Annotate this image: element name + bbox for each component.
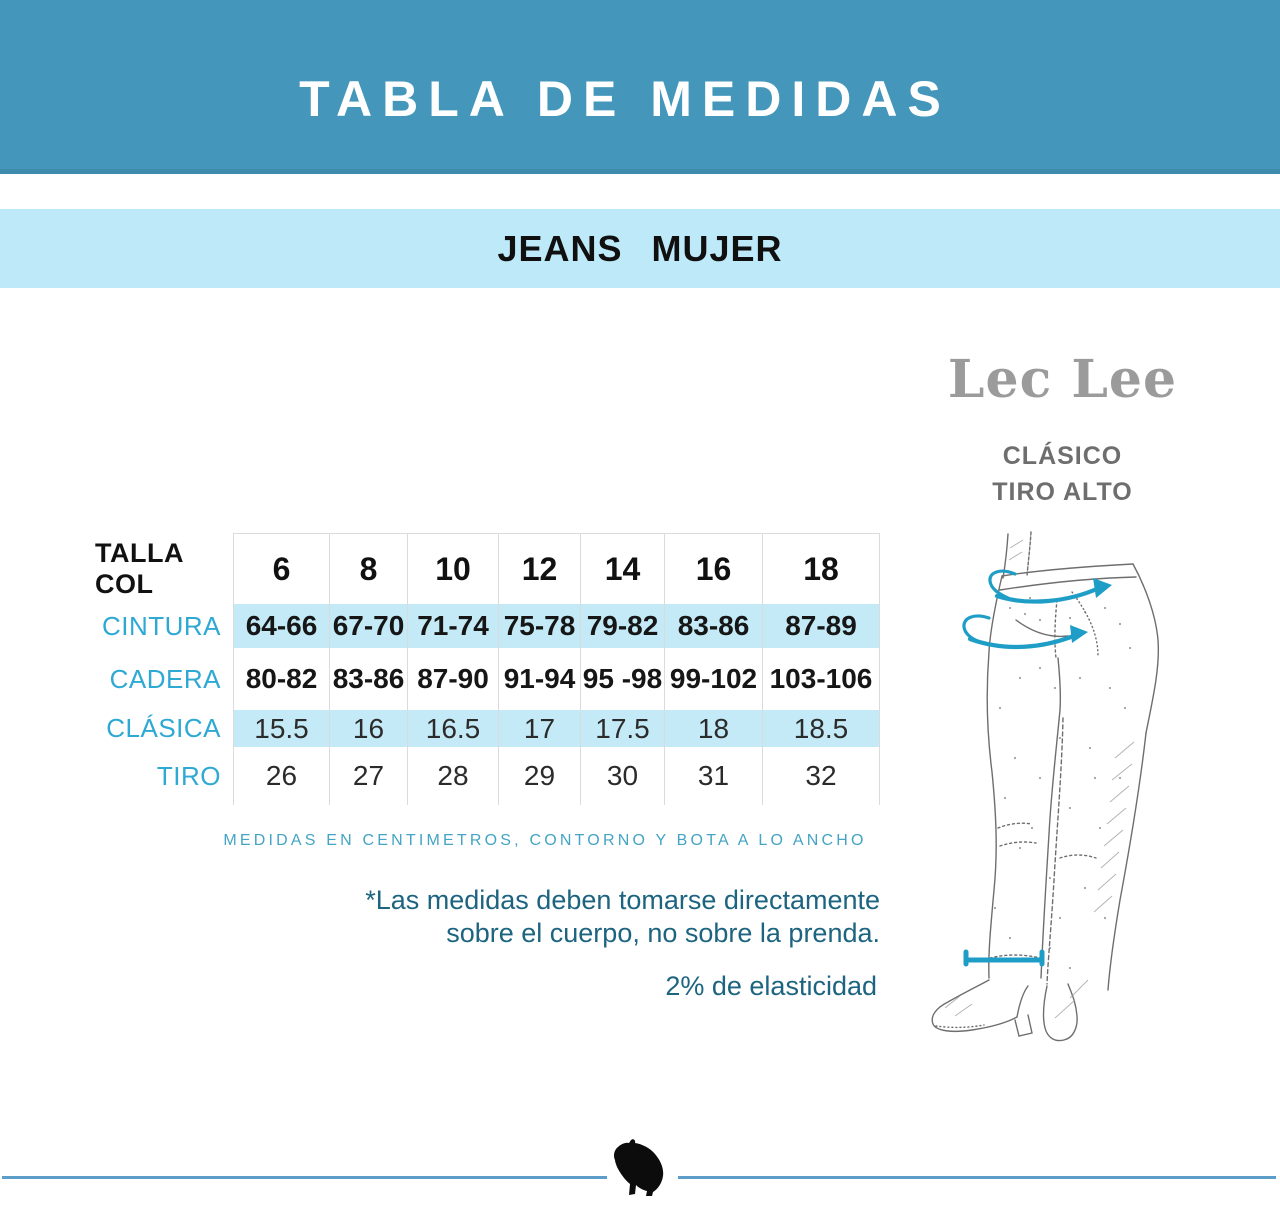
table-cell: 31 [664, 747, 762, 805]
table-cell: 83-86 [664, 604, 762, 648]
table-cell: 103-106 [762, 648, 880, 710]
table-cell: 99-102 [664, 648, 762, 710]
size-column-header: 8 [329, 533, 407, 604]
table-cell: 79-82 [580, 604, 664, 648]
table-cell: 17 [498, 710, 580, 747]
table-cell: 29 [498, 747, 580, 805]
row-label-clasica: CLÁSICA [106, 713, 221, 743]
measurement-disclaimer [300, 884, 880, 950]
size-column-header: 6 [233, 533, 329, 604]
category-title: JEANS MUJER [497, 227, 783, 269]
disclaimer-line-1: *Las medidas deben tomarse directamente [365, 885, 880, 915]
table-cell: 95 -98 [580, 648, 664, 710]
table-cell: 67-70 [329, 604, 407, 648]
table-cell: 87-90 [407, 648, 498, 710]
table-corner-label: TALLA COL [95, 537, 183, 599]
size-column-header: 18 [762, 533, 880, 604]
brand-block [930, 349, 1195, 510]
size-column-header: 12 [498, 533, 580, 604]
sketch-hatching [945, 540, 1134, 1018]
table-cell: 16 [329, 710, 407, 747]
table-cell: 83-86 [329, 648, 407, 710]
sketch-stipple [994, 597, 1131, 969]
disclaimer-line-2: sobre el cuerpo, no sobre la prenda. [446, 918, 880, 948]
table-cell: 80-82 [233, 648, 329, 710]
footer-rule-right [678, 1176, 1276, 1179]
jeans-sketch-illustration [920, 528, 1190, 1043]
row-label-cadera: CADERA [109, 663, 221, 694]
subtitle-banner [0, 209, 1280, 288]
fit-line-2: TIRO ALTO [992, 478, 1133, 506]
table-cell: 17.5 [580, 710, 664, 747]
table-cell: 16.5 [407, 710, 498, 747]
row-label-cintura: CINTURA [101, 610, 221, 641]
fit-line-1: CLÁSICO [1002, 442, 1123, 470]
row-label-tiro: TIRO [156, 760, 221, 791]
size-column-header: 14 [580, 533, 664, 604]
page-title: TABLA DE MEDIDAS [299, 71, 951, 127]
capybara-logo-icon [606, 1137, 674, 1199]
hip-measure-arrow-icon [964, 616, 1088, 647]
table-cell: 75-78 [498, 604, 580, 648]
hem-width-bracket-icon [966, 952, 1042, 964]
table-cell: 30 [580, 747, 664, 805]
table-cell: 91-94 [498, 648, 580, 710]
elasticity-note: 2% de elasticidad [665, 971, 877, 1001]
table-cell: 15.5 [233, 710, 329, 747]
table-cell: 87-89 [762, 604, 880, 648]
table-cell: 64-66 [233, 604, 329, 648]
table-cell: 28 [407, 747, 498, 805]
brand-logo: Lec Lee [947, 349, 1178, 410]
table-cell: 32 [762, 747, 880, 805]
title-banner [0, 0, 1280, 174]
fit-description [930, 438, 1195, 510]
table-cell: 18 [664, 710, 762, 747]
size-column-header: 10 [407, 533, 498, 604]
table-cell: 26 [233, 747, 329, 805]
table-cell: 27 [329, 747, 407, 805]
units-note: MEDIDAS EN CENTIMETROS, CONTORNO Y BOTA A LO ANCHO [223, 832, 867, 849]
size-table [95, 533, 880, 805]
footer-rule-left [2, 1176, 607, 1179]
size-column-header: 16 [664, 533, 762, 604]
table-cell: 71-74 [407, 604, 498, 648]
table-cell: 18.5 [762, 710, 880, 747]
